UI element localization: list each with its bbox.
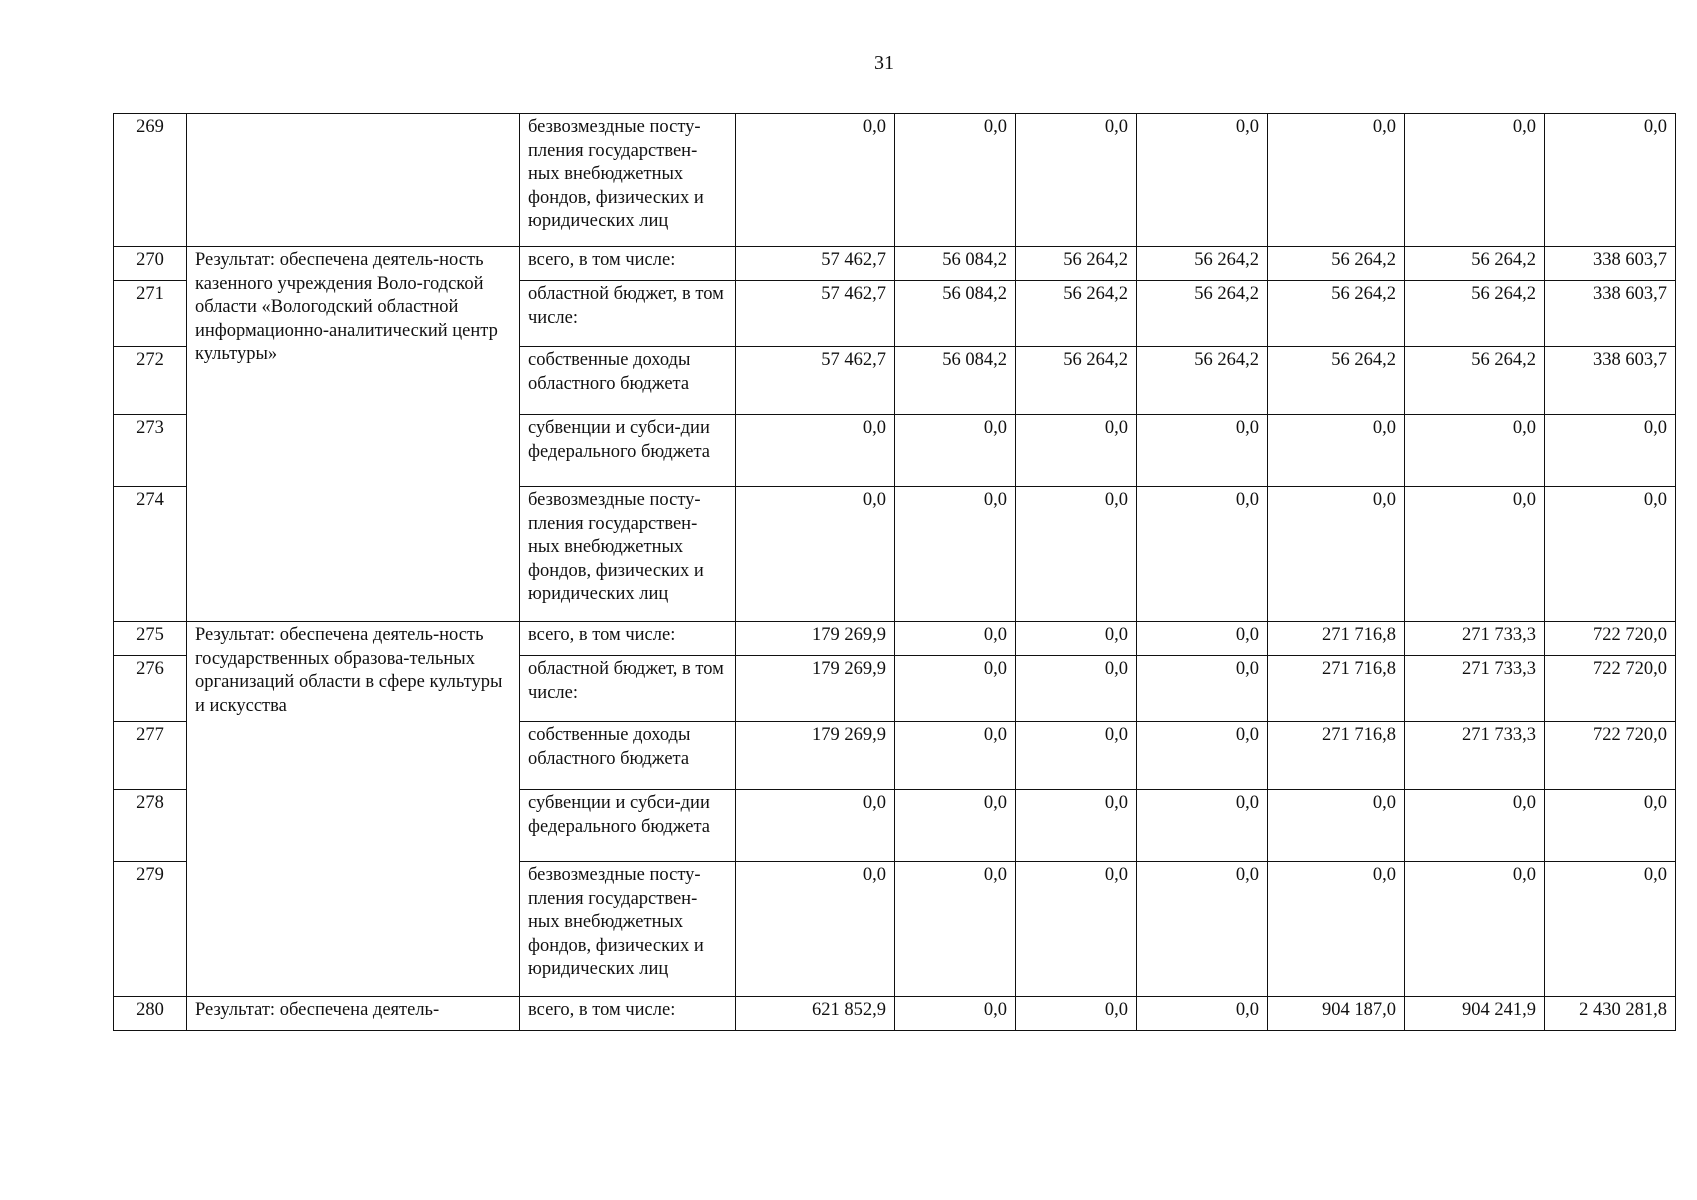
value-total: 2 430 281,8 [1545,997,1676,1031]
value-cell: 0,0 [895,415,1016,487]
value-total: 338 603,7 [1545,247,1676,281]
value-total: 722 720,0 [1545,722,1676,790]
value-cell: 0,0 [1137,790,1268,862]
funding-source: безвозмездные посту-пления государствен-ных внебюджетных фондов, физических и юридических лиц [520,862,736,997]
value-cell: 271 733,3 [1405,722,1545,790]
result-description: Результат: обеспечена деятель-ность государственных образова-тельных организаций области в сфере культуры и искусства [187,622,520,997]
result-description: Результат: обеспечена деятель-ность казенного учреждения Воло-годской области «Вологодский областной информационно-аналитический центр культуры» [187,247,520,622]
funding-source: областной бюджет, в том числе: [520,281,736,347]
row-number: 274 [114,487,187,622]
funding-source: безвозмездные посту-пления государствен-ных внебюджетных фондов, физических и юридических лиц [520,114,736,247]
table-row [114,247,1676,281]
value-total: 0,0 [1545,790,1676,862]
value-cell: 56 264,2 [1405,347,1545,415]
table-row [114,114,1676,247]
value-total: 0,0 [1545,415,1676,487]
value-cell: 0,0 [1268,862,1405,997]
value-cell: 0,0 [895,114,1016,247]
value-cell: 0,0 [1016,622,1137,656]
value-cell: 0,0 [1137,997,1268,1031]
value-cell: 0,0 [1137,722,1268,790]
row-number: 276 [114,656,187,722]
row-number: 270 [114,247,187,281]
value-cell: 57 462,7 [736,281,895,347]
value-cell: 0,0 [895,622,1016,656]
value-cell: 0,0 [1137,487,1268,622]
value-cell: 0,0 [1405,487,1545,622]
value-cell: 0,0 [1137,656,1268,722]
value-cell: 0,0 [1016,114,1137,247]
value-cell: 57 462,7 [736,247,895,281]
value-cell: 0,0 [1405,862,1545,997]
value-cell: 271 716,8 [1268,656,1405,722]
result-cell-empty [187,114,520,247]
value-cell: 0,0 [1016,415,1137,487]
value-cell: 0,0 [1405,415,1545,487]
value-cell: 56 084,2 [895,247,1016,281]
value-cell: 56 264,2 [1405,281,1545,347]
value-cell: 0,0 [736,415,895,487]
value-cell: 56 264,2 [1016,281,1137,347]
value-cell: 0,0 [895,487,1016,622]
value-cell: 0,0 [1268,114,1405,247]
value-cell: 0,0 [1405,790,1545,862]
value-cell: 0,0 [736,114,895,247]
value-cell: 179 269,9 [736,622,895,656]
value-cell: 621 852,9 [736,997,895,1031]
value-cell: 56 264,2 [1268,347,1405,415]
value-cell: 0,0 [1268,415,1405,487]
value-cell: 0,0 [1016,656,1137,722]
row-number: 273 [114,415,187,487]
row-number: 280 [114,997,187,1031]
value-total: 338 603,7 [1545,347,1676,415]
value-total: 0,0 [1545,487,1676,622]
value-total: 722 720,0 [1545,622,1676,656]
value-cell: 0,0 [895,997,1016,1031]
funding-source: безвозмездные посту-пления государствен-ных внебюджетных фондов, физических и юридических лиц [520,487,736,622]
row-number: 271 [114,281,187,347]
value-total: 0,0 [1545,862,1676,997]
value-cell: 57 462,7 [736,347,895,415]
value-cell: 0,0 [1137,114,1268,247]
value-cell: 56 264,2 [1268,281,1405,347]
funding-source: всего, в том числе: [520,997,736,1031]
row-number: 272 [114,347,187,415]
funding-source: собственные доходы областного бюджета [520,347,736,415]
value-cell: 0,0 [1268,790,1405,862]
funding-source: областной бюджет, в том числе: [520,656,736,722]
value-cell: 0,0 [1405,114,1545,247]
value-cell: 179 269,9 [736,722,895,790]
value-cell: 56 264,2 [1137,347,1268,415]
funding-source: субвенции и субси-дии федерального бюджета [520,790,736,862]
value-cell: 0,0 [736,862,895,997]
value-cell: 0,0 [736,487,895,622]
row-number: 277 [114,722,187,790]
value-cell: 0,0 [1016,722,1137,790]
table-body [114,114,1676,1031]
value-cell: 56 264,2 [1137,247,1268,281]
row-number: 279 [114,862,187,997]
value-total: 0,0 [1545,114,1676,247]
value-cell: 271 716,8 [1268,722,1405,790]
value-cell: 0,0 [1016,862,1137,997]
value-cell: 179 269,9 [736,656,895,722]
table-row [114,622,1676,656]
row-number: 269 [114,114,187,247]
value-cell: 0,0 [1016,790,1137,862]
value-cell: 0,0 [1137,862,1268,997]
value-cell: 56 084,2 [895,347,1016,415]
value-cell: 56 264,2 [1016,247,1137,281]
value-cell: 271 733,3 [1405,622,1545,656]
value-cell: 904 187,0 [1268,997,1405,1031]
value-cell: 0,0 [1137,415,1268,487]
value-cell: 0,0 [1016,997,1137,1031]
funding-source: всего, в том числе: [520,247,736,281]
value-cell: 0,0 [1268,487,1405,622]
value-cell: 0,0 [895,862,1016,997]
row-number: 275 [114,622,187,656]
result-description: Результат: обеспечена деятель- [187,997,520,1031]
value-cell: 0,0 [1016,487,1137,622]
value-cell: 56 264,2 [1268,247,1405,281]
value-total: 722 720,0 [1545,656,1676,722]
value-cell: 56 264,2 [1405,247,1545,281]
value-cell: 0,0 [895,722,1016,790]
value-cell: 56 084,2 [895,281,1016,347]
funding-source: всего, в том числе: [520,622,736,656]
value-cell: 0,0 [895,790,1016,862]
row-number: 278 [114,790,187,862]
value-cell: 56 264,2 [1137,281,1268,347]
funding-source: субвенции и субси-дии федерального бюджета [520,415,736,487]
value-cell: 271 733,3 [1405,656,1545,722]
funding-source: собственные доходы областного бюджета [520,722,736,790]
budget-table [113,113,1676,1031]
table-row [114,997,1676,1031]
value-cell: 0,0 [736,790,895,862]
value-cell: 0,0 [895,656,1016,722]
value-cell: 904 241,9 [1405,997,1545,1031]
value-cell: 271 716,8 [1268,622,1405,656]
value-cell: 0,0 [1137,622,1268,656]
value-total: 338 603,7 [1545,281,1676,347]
value-cell: 56 264,2 [1016,347,1137,415]
page-number: 31 [874,52,894,74]
